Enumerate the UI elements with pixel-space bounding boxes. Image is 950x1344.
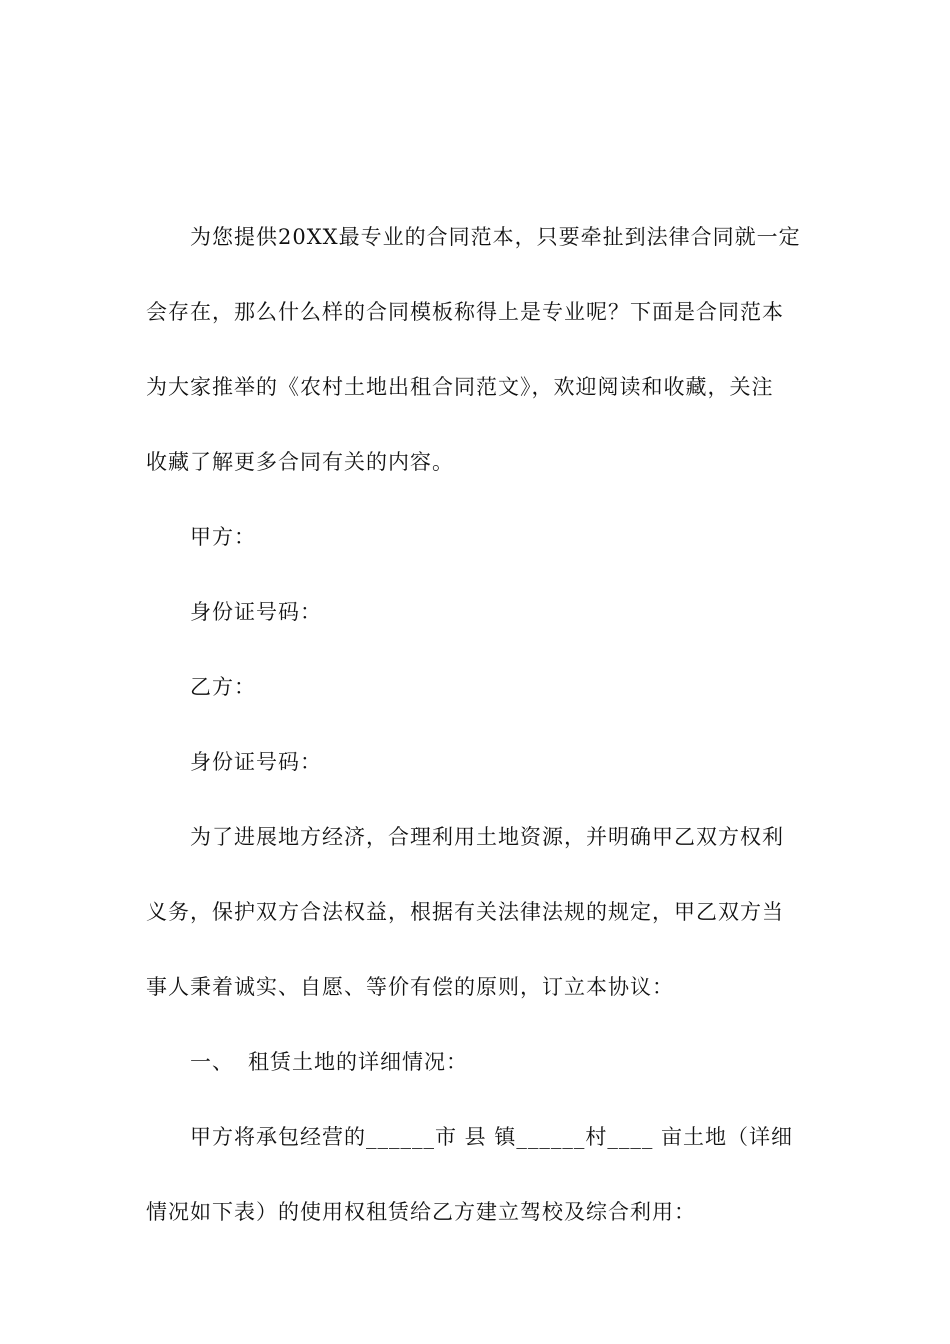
intro-line: 会存在，那么什么样的合同模板称得上是专业呢？下面是合同范本 [146, 300, 784, 324]
intro-paragraph [146, 200, 806, 500]
purpose-line: 事人秉着诚实、自愿、等价有偿的原则，订立本协议： [146, 975, 674, 999]
land-detail-line: 甲方将承包经营的______市 县 镇______村____ 亩土地（详细 [190, 1125, 794, 1149]
document-body [146, 200, 806, 1250]
intro-line: 为您提供20XX最专业的合同范本，只要牵扯到法律合同就一定 [190, 225, 801, 249]
party-b-label: 乙方： [190, 675, 256, 699]
land-detail-line: 情况如下表）的使用权租赁给乙方建立驾校及综合利用： [146, 1200, 696, 1224]
section-title: 租赁土地的详细情况： [248, 1050, 468, 1074]
party-b-id-label: 身份证号码： [190, 750, 322, 774]
intro-line: 收藏了解更多合同有关的内容。 [146, 450, 454, 474]
purpose-line: 义务，保护双方合法权益，根据有关法律法规的规定，甲乙双方当 [146, 900, 784, 924]
party-a-id-label: 身份证号码： [190, 600, 322, 624]
section-1-heading [146, 1025, 806, 1100]
land-detail-paragraph [146, 1100, 806, 1250]
purpose-paragraph [146, 800, 806, 1025]
intro-line: 为大家推举的《农村土地出租合同范文》，欢迎阅读和收藏，关注 [146, 375, 774, 399]
section-number: 一、 [190, 1050, 234, 1074]
party-a-label: 甲方： [190, 525, 256, 549]
purpose-line: 为了进展地方经济，合理利用土地资源，并明确甲乙双方权利 [190, 825, 784, 849]
